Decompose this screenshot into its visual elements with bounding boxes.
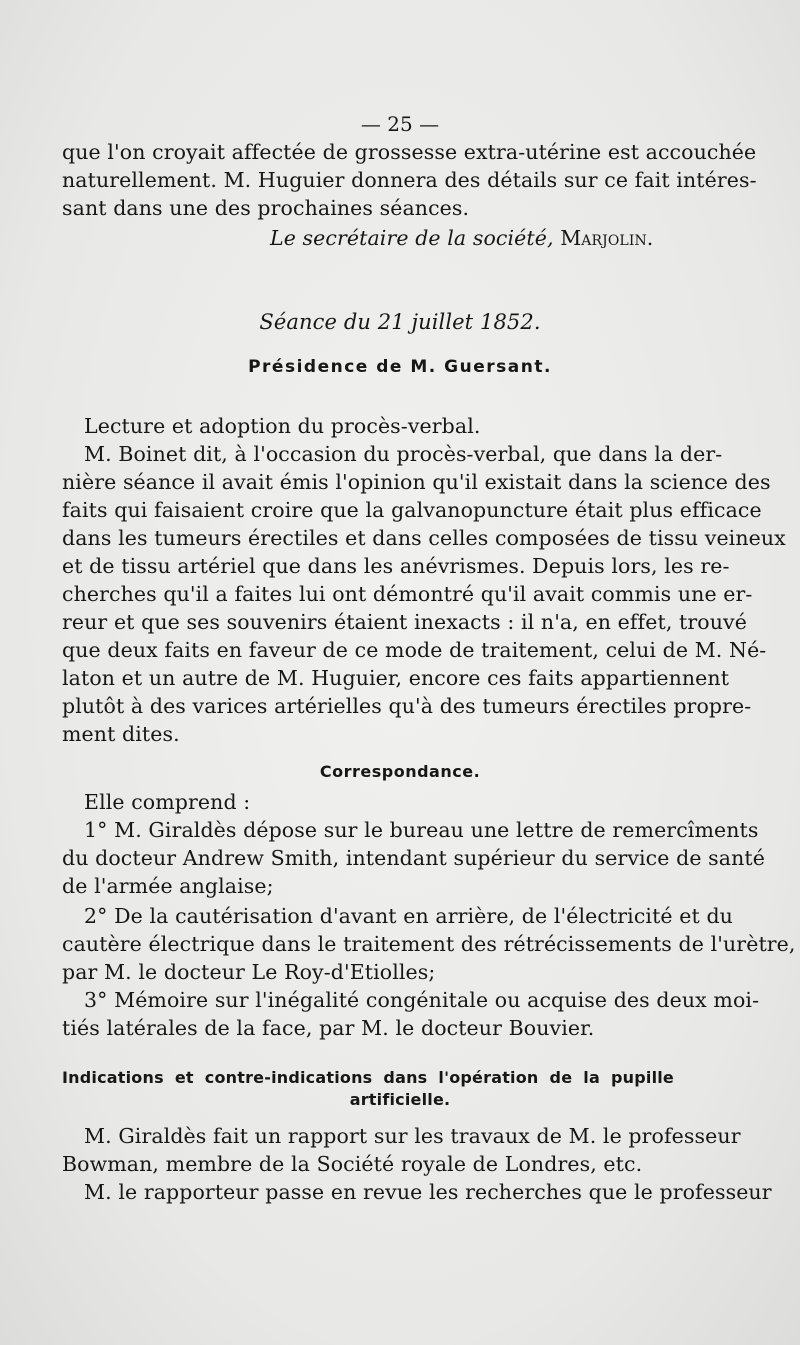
text-line: Bowman, membre de la Société royale de Londres, etc. bbox=[62, 1152, 643, 1176]
text-line: sant dans une des prochaines séances. bbox=[62, 196, 470, 220]
text-line: et de tissu artériel que dans les anévrismes. Depuis lors, les re- bbox=[62, 554, 730, 578]
text-line: nière séance il avait émis l'opinion qu'il existait dans la science des bbox=[62, 470, 771, 494]
text-line: Elle comprend : bbox=[84, 790, 251, 814]
indications-heading: Indications et contre-indications dans l'opération de la pupille bbox=[62, 1068, 674, 1087]
seance-title: Séance du 21 juillet 1852. bbox=[259, 310, 541, 334]
text-line: plutôt à des varices artérielles qu'à des tumeurs érectiles propre- bbox=[62, 694, 752, 718]
text-line: faits qui faisaient croire que la galvanopuncture était plus efficace bbox=[62, 498, 762, 522]
text-line: naturellement. M. Huguier donnera des détails sur ce fait intéres- bbox=[62, 168, 757, 192]
lecture-line: Lecture et adoption du procès-verbal. bbox=[84, 414, 481, 438]
text-line: ment dites. bbox=[62, 722, 180, 746]
page-number: — 25 — bbox=[360, 112, 440, 136]
text-line: que deux faits en faveur de ce mode de traitement, celui de M. Né- bbox=[62, 638, 767, 662]
text-line: reur et que ses souvenirs étaient inexacts : il n'a, en effet, trouvé bbox=[62, 610, 747, 634]
text-line: M. le rapporteur passe en revue les recherches que le professeur bbox=[84, 1180, 772, 1204]
indications-heading-continuation: artificielle. bbox=[349, 1090, 451, 1109]
text-line: cherches qu'il a faites lui ont démontré qu'il avait commis une er- bbox=[62, 582, 753, 606]
signature-name: Marjolin. bbox=[560, 226, 654, 250]
signature-label: Le secrétaire de la société, bbox=[270, 226, 554, 250]
text-line: 2° De la cautérisation d'avant en arrière, de l'électricité et du bbox=[84, 904, 733, 928]
text-line: que l'on croyait affectée de grossesse extra-utérine est accouchée bbox=[62, 140, 757, 164]
text-line: M. Giraldès fait un rapport sur les travaux de M. le professeur bbox=[84, 1124, 741, 1148]
text-line: 1° M. Giraldès dépose sur le bureau une lettre de remercîments bbox=[84, 818, 759, 842]
text-line: du docteur Andrew Smith, intendant supérieur du service de santé bbox=[62, 846, 765, 870]
text-line: tiés latérales de la face, par M. le docteur Bouvier. bbox=[62, 1016, 595, 1040]
text-line: cautère électrique dans le traitement des rétrécissements de l'urètre, bbox=[62, 932, 796, 956]
text-line: dans les tumeurs érectiles et dans celles composées de tissu veineux bbox=[62, 526, 786, 550]
text-line: de l'armée anglaise; bbox=[62, 874, 274, 898]
secretary-signature bbox=[270, 226, 674, 250]
text-line: M. Boinet dit, à l'occasion du procès-verbal, que dans la der- bbox=[84, 442, 723, 466]
presidence-heading: Présidence de M. Guersant. bbox=[248, 357, 552, 377]
text-line: par M. le docteur Le Roy-d'Etiolles; bbox=[62, 960, 436, 984]
correspondance-heading: Correspondance. bbox=[319, 762, 481, 781]
text-line: 3° Mémoire sur l'inégalité congénitale ou acquise des deux moi- bbox=[84, 988, 760, 1012]
text-line: laton et un autre de M. Huguier, encore ces faits appartiennent bbox=[62, 666, 730, 690]
